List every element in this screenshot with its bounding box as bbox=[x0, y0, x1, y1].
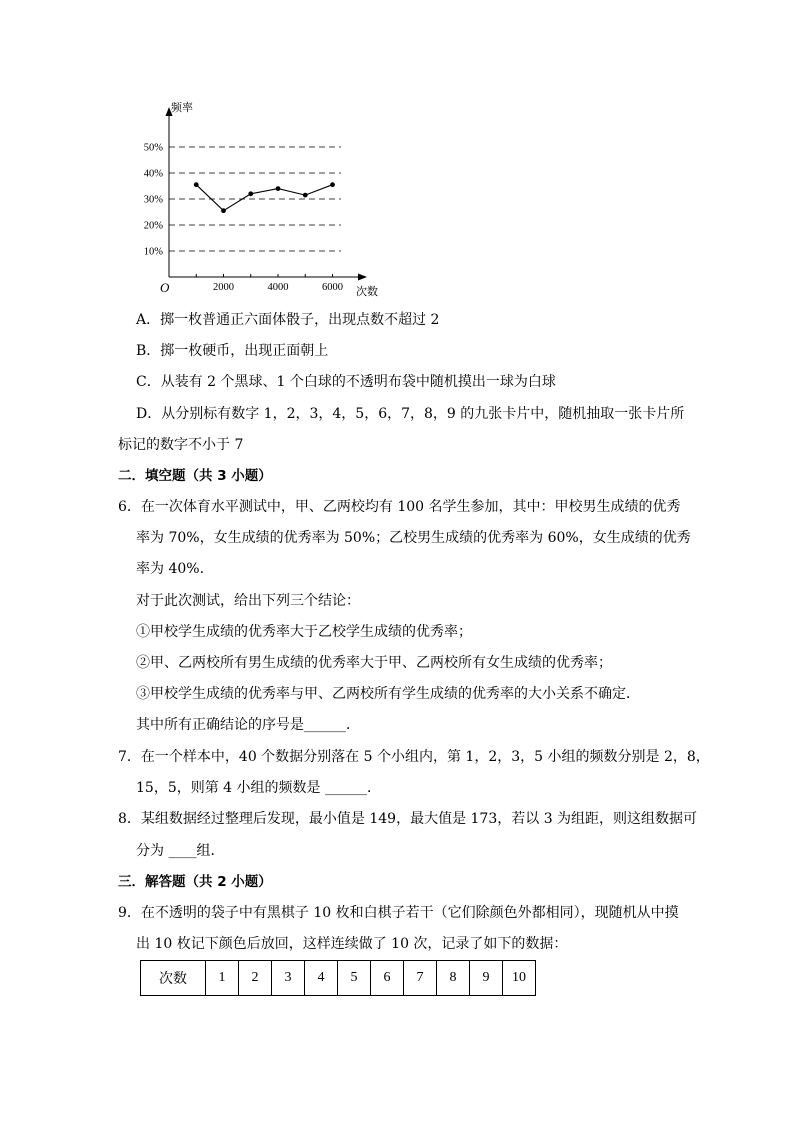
option-d-line2: 标记的数字不小于 7 bbox=[118, 437, 244, 453]
q6-conclusion-3: ③甲校学生成绩的优秀率与甲、乙两校所有学生成绩的优秀率的大小关系不确定． bbox=[136, 686, 640, 702]
y-axis-title: 频率 bbox=[171, 102, 193, 114]
y-tick-label: 50% bbox=[143, 142, 163, 154]
data-table bbox=[140, 960, 536, 996]
q7-line1: 7．在一个样本中，40 个数据分别落在 5 个小组内，第 1，2，3，5 小组的频数分别是 2，8， bbox=[118, 749, 710, 765]
y-tick-label: 40% bbox=[143, 168, 163, 180]
table-cell: 7 bbox=[404, 961, 437, 996]
table-cell: 3 bbox=[272, 961, 305, 996]
q6-line1: 6．在一次体育水平测试中，甲、乙两校均有 100 名学生参加，其中：甲校男生成绩的优秀 bbox=[118, 499, 681, 515]
q8-line2: 分为 ____组． bbox=[136, 843, 225, 859]
q6-conclusion-1: ①甲校学生成绩的优秀率大于乙校学生成绩的优秀率； bbox=[136, 624, 472, 640]
q9-line1: 9．在不透明的袋子中有黑棋子 10 枚和白棋子若干（它们除颜色外都相同），现随机从中摸 bbox=[118, 905, 679, 921]
y-tick-label: 20% bbox=[143, 220, 163, 232]
option-d-line1: D．从分别标有数字 1，2，3，4，5，6，7，8，9 的九张卡片中，随机抽取一张卡片所 bbox=[136, 406, 685, 422]
y-tick-label: 30% bbox=[143, 194, 163, 206]
chart-axes bbox=[166, 107, 368, 281]
origin-label: O bbox=[160, 280, 170, 295]
table-cell: 10 bbox=[503, 961, 536, 996]
table-cell: 9 bbox=[470, 961, 503, 996]
data-point bbox=[276, 186, 281, 191]
series-line bbox=[196, 185, 332, 211]
q6-line5: 其中所有正确结论的序号是______． bbox=[136, 717, 360, 733]
option-c: C．从装有 2 个黑球、1 个白球的不透明布袋中随机摸出一球为白球 bbox=[136, 374, 556, 390]
option-a: A．掷一枚普通正六面体骰子，出现点数不超过 2 bbox=[136, 312, 440, 328]
q8-line1: 8．某组数据经过整理后发现，最小值是 149，最大值是 173，若以 3 为组距，则这组数据可 bbox=[118, 811, 698, 827]
q6-line2: 率为 70%，女生成绩的优秀率为 50%；乙校男生成绩的优秀率为 60%，女生成绩的优秀 bbox=[136, 530, 691, 546]
q7-line2: 15，5，则第 4 小组的频数是 ______． bbox=[136, 780, 381, 796]
table-cell: 5 bbox=[338, 961, 371, 996]
x-tick-label: 2000 bbox=[213, 282, 234, 293]
q6-line4: 对于此次测试，给出下列三个结论： bbox=[136, 593, 360, 609]
data-point bbox=[221, 208, 226, 213]
y-tick-label: 10% bbox=[143, 246, 163, 258]
table-cell: 8 bbox=[437, 961, 470, 996]
q6-conclusion-2: ②甲、乙两校所有男生成绩的优秀率大于甲、乙两校所有女生成绩的优秀率； bbox=[136, 655, 612, 671]
chart-gridlines bbox=[169, 147, 341, 251]
section-heading-fill-blank: 二．填空题（共 3 小题） bbox=[118, 468, 272, 484]
table-header-cell: 次数 bbox=[141, 961, 206, 996]
option-b: B．掷一枚硬币，出现正面朝上 bbox=[136, 343, 329, 359]
frequency-line-chart bbox=[120, 95, 400, 300]
table-cell: 6 bbox=[371, 961, 404, 996]
table-cell: 2 bbox=[239, 961, 272, 996]
x-tick-label: 6000 bbox=[322, 282, 343, 293]
data-point bbox=[194, 182, 199, 187]
data-point bbox=[248, 191, 253, 196]
table-cell: 4 bbox=[305, 961, 338, 996]
x-tick-label: 4000 bbox=[267, 282, 289, 293]
x-axis-title: 次数 bbox=[356, 286, 378, 298]
table-row bbox=[141, 961, 536, 996]
section-heading-solve: 三．解答题（共 2 小题） bbox=[118, 874, 272, 890]
x-axis-arrow bbox=[358, 274, 367, 281]
q6-line3: 率为 40%. bbox=[136, 561, 205, 577]
data-point bbox=[330, 182, 335, 187]
q9-line2: 出 10 枚记下颜色后放回，这样连续做了 10 次，记录了如下的数据： bbox=[136, 936, 568, 952]
table-cell: 1 bbox=[206, 961, 239, 996]
data-point bbox=[303, 193, 308, 198]
